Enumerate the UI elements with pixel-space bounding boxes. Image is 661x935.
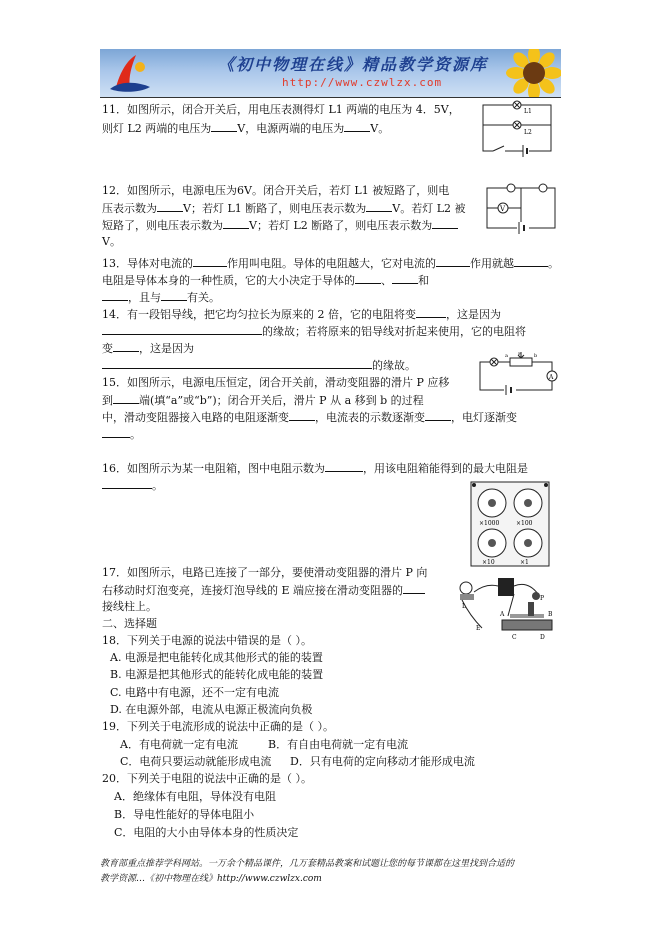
fig17-l: L [462,603,466,610]
svg-text:V: V [500,205,506,213]
q19-option-c: C．电荷只要运动就能形成电流 [120,755,272,768]
footer-line1: 教育部重点推荐学科网站。一万余个精品课件，几万套精品教案和试题让您的每节课都在这里找到合适的 [100,859,515,869]
fig17-b: B [548,611,553,618]
banner-url[interactable]: http://www.czwlzx.com [282,76,443,89]
q19-option-d: D．只有电荷的定向移动才能形成电流 [290,755,475,768]
q14-line1: 14．有一段铝导线，把它均匀拉长为原来的 2 倍，它的电阻将变 ，这是因为 [102,305,501,323]
header-divider [100,97,561,98]
logo-icon [106,51,154,95]
fig17-e: E [476,625,481,632]
q18-option-d: D. 在电源外部，电流从电源正极流向负极 [110,703,313,716]
footer-url[interactable]: http://www.czwlzx.com [217,874,322,884]
q14-line3: 变 ，这是因为 [102,339,194,357]
fig15-meter: A [549,374,554,381]
figure-16-resistance-box [470,481,550,567]
fig17-a: A [500,611,505,618]
q19-option-a: A．有电荷就一定有电流 [120,738,238,751]
q17-line2: 右移动时灯泡变亮，连接灯泡导线的 E 端应接在滑动变阻器的 [102,581,425,599]
q12-line1: 12．如图所示，电源电压为6V。闭合开关后，若灯 L1 被短路了，则电 [102,184,450,197]
q18-option-c: C. 电路中有电源，还不一定有电流 [110,686,280,699]
banner-title: 《初中物理在线》精品教学资源库 [218,55,489,74]
q19-option-b: B．有自由电荷就一定有电流 [268,738,409,751]
q15-line4: 。 [102,425,141,443]
figure-11-circuit [477,99,557,157]
q15-line3: 中，滑动变阻器接入电路的电阻逐渐变 ，电流表的示数逐渐变 ，电灯逐渐变 [102,408,517,426]
footer-line2: 教学资源…《初中物理在线》http://www.czwlzx.com [100,874,322,884]
figure-17-apparatus [452,572,562,642]
header-banner [100,49,561,97]
fig11-l2: L2 [524,129,532,136]
q16-line2: 。 [102,476,163,494]
fig15-b: b [534,353,538,359]
fig16-dial-10: ×10 [482,559,495,566]
q17-line3: 接线柱上。 [102,600,157,613]
fig15-a: a [505,353,508,359]
fig17-d: D [540,634,545,641]
fig17-c: C [512,634,517,641]
q12-line2: 压表示数为 V；若灯 L1 断路了，则电压表示数为 V。若灯 L2 被 [102,199,466,217]
q11-line2: 则灯 L2 两端的电压为 V，电源两端的电压为 V。 [102,119,389,137]
q18-stem: 18．下列关于电源的说法中错误的是（ ）。 [102,634,312,647]
fig11-l1: L1 [524,108,532,115]
fig15-p: P [518,352,522,357]
q15-line2: 到 端(填“a”或“b”)；闭合开关后，滑片 P 从 a 移到 b 的过程 [102,391,424,409]
q14-line4: 的缘故。 [102,356,416,374]
q12-line3: 短路了，则电压表示数为 V；若灯 L2 断路了，则电压表示数为 [102,216,458,234]
q18-option-b: B. 电源是把其他形式的能转化成电能的装置 [110,668,324,681]
q20-stem: 20．下列关于电阻的说法中正确的是（ ）。 [102,772,312,785]
q20-option-a: A．绝缘体有电阻，导体没有电阻 [114,790,276,803]
fig17-p: P [540,595,545,602]
fig16-dial-1000: ×1000 [479,520,500,527]
q16-line1: 16．如图所示为某一电阻箱，图中电阻示数为 ，用该电阻箱能得到的最大电阻是 [102,459,528,477]
sunflower-icon [504,49,561,97]
q19-stem: 19．下列关于电流形成的说法中正确的是（ ）。 [102,720,334,733]
fig16-dial-1: ×1 [520,559,529,566]
figure-12-circuit [481,180,561,236]
q20-option-b: B．导电性能好的导体电阻小 [114,808,255,821]
q13-line2: 电阻是导体本身的一种性质，它的大小决定于导体的 、 和 [102,271,429,289]
q15-line1: 15．如图所示，电源电压恒定，闭合开关前，滑动变阻器的滑片 P 应移 [102,376,450,389]
q17-line1: 17．如图所示，电路已连接了一部分，要使滑动变阻器的滑片 P 向 [102,566,428,579]
q13-line3: ，且与 有关。 [102,288,220,306]
q20-option-c: C．电阻的大小由导体本身的性质决定 [114,826,299,839]
q11-line1: 11．如图所示，闭合开关后，用电压表测得灯 L1 两端的电压为 4．5V， [102,103,460,116]
q13-line1: 13．导体对电流的 作用叫电阻。导体的电阻越大，它对电流的 作用就越 。 [102,254,559,272]
section-2-title: 二、选择题 [102,617,157,630]
figure-15-circuit [474,352,560,396]
q12-line4: V。 [102,235,121,248]
q14-line2: 的缘故；若将原来的铝导线对折起来使用，它的电阻将 [102,322,526,340]
fig16-dial-100: ×100 [516,520,533,527]
q18-option-a: A. 电源是把电能转化成其他形式的能的装置 [110,651,323,664]
